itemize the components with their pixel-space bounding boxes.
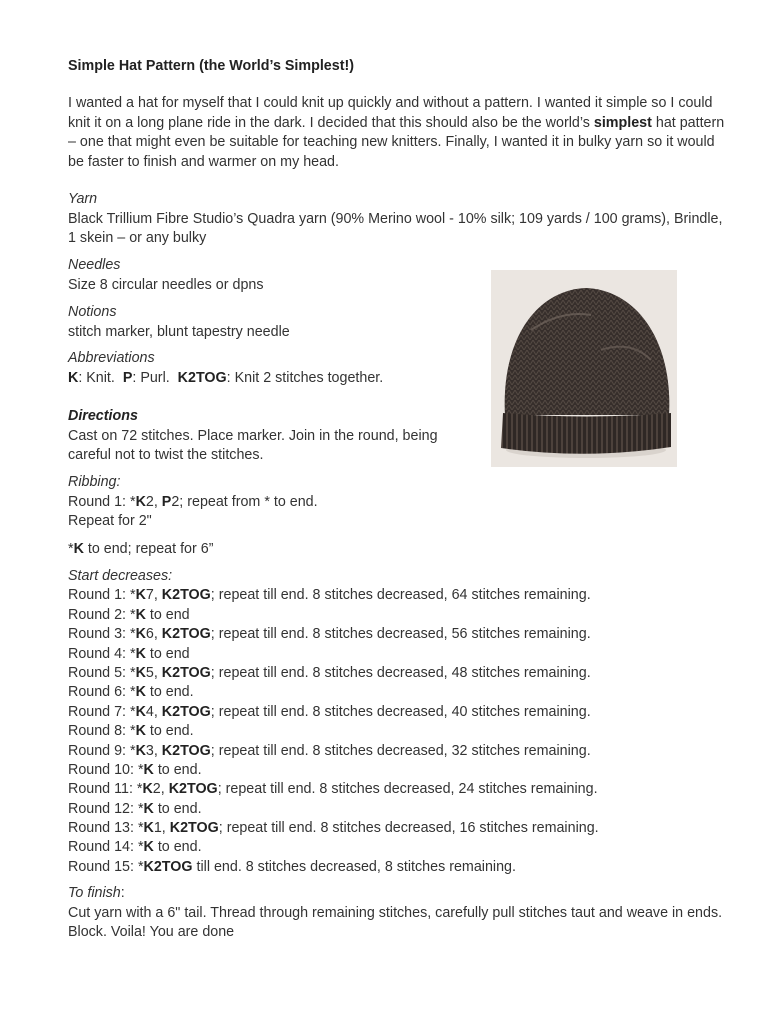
- finish-label-line: [68, 884, 728, 904]
- intro-bold-word: simplest: [593, 114, 652, 131]
- needles-text: Size 8 circular needles or dpns: [68, 276, 264, 293]
- round-b2: K2TOG: [168, 781, 218, 798]
- round-pre: Round 1: *: [68, 587, 136, 604]
- decrease-round: [68, 683, 599, 702]
- round-pre: Round 14: *: [68, 839, 144, 856]
- round-post: ; repeat till end. 8 stitches decreased, 48 stitches remaining.: [210, 664, 591, 681]
- round-mid: to end: [145, 645, 190, 662]
- round-pre: Round 13: *: [68, 820, 144, 837]
- round-mid: 1,: [153, 820, 170, 837]
- round-mid: 3,: [145, 742, 162, 759]
- abbr-k: K: [68, 369, 79, 386]
- decrease-round: [68, 838, 599, 857]
- round-b1: K: [143, 820, 154, 837]
- round-b2: K2TOG: [161, 587, 211, 604]
- rib-r1-c: 2; repeat from * to end.: [171, 493, 318, 510]
- needles-section: [68, 256, 264, 295]
- knit-b: to end; repeat for 6”: [83, 540, 214, 557]
- directions-text: Cast on 72 stitches. Place marker. Join in the round, being careful not to twist the stitches.: [68, 427, 438, 463]
- abbreviations-section: [68, 349, 383, 388]
- decrease-round: [68, 606, 599, 625]
- round-post: ; repeat till end. 8 stitches decreased, 16 stitches remaining.: [218, 820, 599, 837]
- abbr-k2tog: K2TOG: [177, 369, 227, 386]
- round-mid: 6,: [145, 626, 162, 643]
- round-b1: K: [135, 587, 146, 604]
- finish-colon: :: [120, 885, 125, 901]
- round-b2: K2TOG: [169, 820, 219, 837]
- round-pre: Round 4: *: [68, 645, 136, 662]
- round-pre: Round 11: *: [68, 781, 143, 798]
- round-b1: K: [142, 781, 153, 798]
- directions-heading: Directions: [68, 408, 138, 424]
- round-mid: to end.: [153, 761, 202, 778]
- abbreviations-text: [68, 369, 383, 389]
- round-b1: K: [135, 626, 146, 643]
- decrease-round: [68, 761, 599, 780]
- decrease-round: [68, 645, 599, 664]
- round-mid: 7,: [145, 587, 162, 604]
- round-mid: to end: [145, 606, 190, 623]
- round-pre: Round 15: *: [68, 858, 144, 875]
- intro-text-2: hat pattern – one that might even be suitable for teaching new knitters. Finally, I wanted it in bulky yarn so it would be faster to finish and warmer on my head.: [68, 114, 725, 170]
- round-post: ; repeat till end. 8 stitches decreased, 64 stitches remaining.: [210, 587, 591, 604]
- round-b1: K: [135, 742, 146, 759]
- decrease-round: [68, 742, 599, 761]
- intro-paragraph: [68, 94, 728, 172]
- finish-section: [68, 884, 728, 943]
- round-b1: K: [135, 703, 146, 720]
- hat-photo: [491, 270, 677, 467]
- round-post: ; repeat till end. 8 stitches decreased, 24 stitches remaining.: [217, 781, 598, 798]
- round-b1: K: [135, 606, 146, 623]
- rib-r1-a: Round 1: *: [68, 493, 136, 510]
- decreases-section: [68, 567, 599, 875]
- round-b1: K: [135, 684, 146, 701]
- round-pre: Round 10: *: [68, 761, 144, 778]
- abbr-p: P: [122, 369, 133, 386]
- round-pre: Round 7: *: [68, 703, 136, 720]
- knit-section-line: [68, 540, 318, 560]
- needles-label: Needles: [68, 257, 121, 273]
- round-mid: to end.: [153, 839, 202, 856]
- round-pre: Round 6: *: [68, 684, 136, 701]
- round-mid: to end.: [145, 684, 194, 701]
- round-b1: K: [143, 800, 154, 817]
- round-pre: Round 8: *: [68, 723, 136, 740]
- directions-section: [68, 407, 468, 466]
- round-mid: to end.: [153, 800, 202, 817]
- notions-section: [68, 303, 290, 342]
- round-b1: K: [135, 645, 146, 662]
- round-pre: Round 5: *: [68, 664, 136, 681]
- round-pre: Round 9: *: [68, 742, 136, 759]
- decrease-round: [68, 664, 599, 683]
- yarn-section: [68, 190, 728, 249]
- round-mid: to end.: [145, 723, 194, 740]
- finish-text: Cut yarn with a 6" tail. Thread through remaining stitches, carefully pull stitches taut and weave in ends. Block. Voila! You are done: [68, 904, 723, 940]
- ribbing-section: [68, 473, 318, 559]
- round-post: ; repeat till end. 8 stitches decreased, 40 stitches remaining.: [210, 703, 591, 720]
- round-b2: K2TOG: [161, 703, 211, 720]
- knit-a: *: [68, 540, 74, 557]
- abbr-p-def: : Purl.: [132, 369, 178, 386]
- yarn-text: Black Trillium Fibre Studio’s Quadra yarn (90% Merino wool - 10% silk; 109 yards / 100 grams), Brindle, 1 skein – or any bulky: [68, 210, 723, 246]
- round-mid: till end. 8 stitches decreased, 8 stitches remaining.: [192, 858, 516, 875]
- notions-label: Notions: [68, 304, 117, 320]
- decrease-round: [68, 722, 599, 741]
- decrease-round: [68, 703, 599, 722]
- round-mid: 2,: [152, 781, 169, 798]
- round-b1: K: [143, 839, 154, 856]
- decrease-round: [68, 780, 599, 799]
- decrease-round: [68, 858, 599, 877]
- intro-text-1: I wanted a hat for myself that I could knit up quickly and without a pattern. I wanted it simple so I could knit it on a long plane ride in the dark. I decided that this should also be the world’s: [68, 95, 713, 131]
- decreases-label: Start decreases:: [68, 568, 173, 584]
- decrease-round: [68, 800, 599, 819]
- round-b2: K2TOG: [161, 626, 211, 643]
- round-mid: 5,: [145, 664, 162, 681]
- round-b2: K2TOG: [161, 664, 211, 681]
- yarn-label: Yarn: [68, 191, 98, 207]
- round-b1: K2TOG: [143, 858, 193, 875]
- finish-label: To finish: [68, 885, 121, 901]
- notions-text: stitch marker, blunt tapestry needle: [68, 323, 290, 340]
- round-post: ; repeat till end. 8 stitches decreased, 32 stitches remaining.: [210, 742, 591, 759]
- abbr-k-def: : Knit.: [78, 369, 123, 386]
- round-pre: Round 12: *: [68, 800, 144, 817]
- round-b1: K: [135, 664, 146, 681]
- round-pre: Round 2: *: [68, 606, 136, 623]
- decrease-round: [68, 625, 599, 644]
- abbr-k2tog-def: : Knit 2 stitches together.: [226, 369, 384, 386]
- ribbing-round-1: [68, 493, 318, 513]
- rib-r1-b: 2,: [145, 493, 162, 510]
- rib-r1-k: K: [135, 493, 146, 510]
- abbreviations-label: Abbreviations: [68, 350, 155, 366]
- round-b2: K2TOG: [161, 742, 211, 759]
- round-pre: Round 3: *: [68, 626, 136, 643]
- decrease-round: [68, 586, 599, 605]
- knitted-hat-icon: [491, 270, 677, 467]
- round-post: ; repeat till end. 8 stitches decreased, 56 stitches remaining.: [210, 626, 591, 643]
- round-mid: 4,: [145, 703, 162, 720]
- knit-k: K: [73, 540, 84, 557]
- pattern-title: Simple Hat Pattern (the World’s Simplest!): [68, 58, 354, 74]
- round-b1: K: [135, 723, 146, 740]
- round-b1: K: [143, 761, 154, 778]
- rib-r1-p: P: [161, 493, 172, 510]
- decrease-rounds-list: [68, 586, 599, 875]
- ribbing-repeat: Repeat for 2": [68, 513, 152, 529]
- decrease-round: [68, 819, 599, 838]
- ribbing-label: Ribbing:: [68, 474, 121, 490]
